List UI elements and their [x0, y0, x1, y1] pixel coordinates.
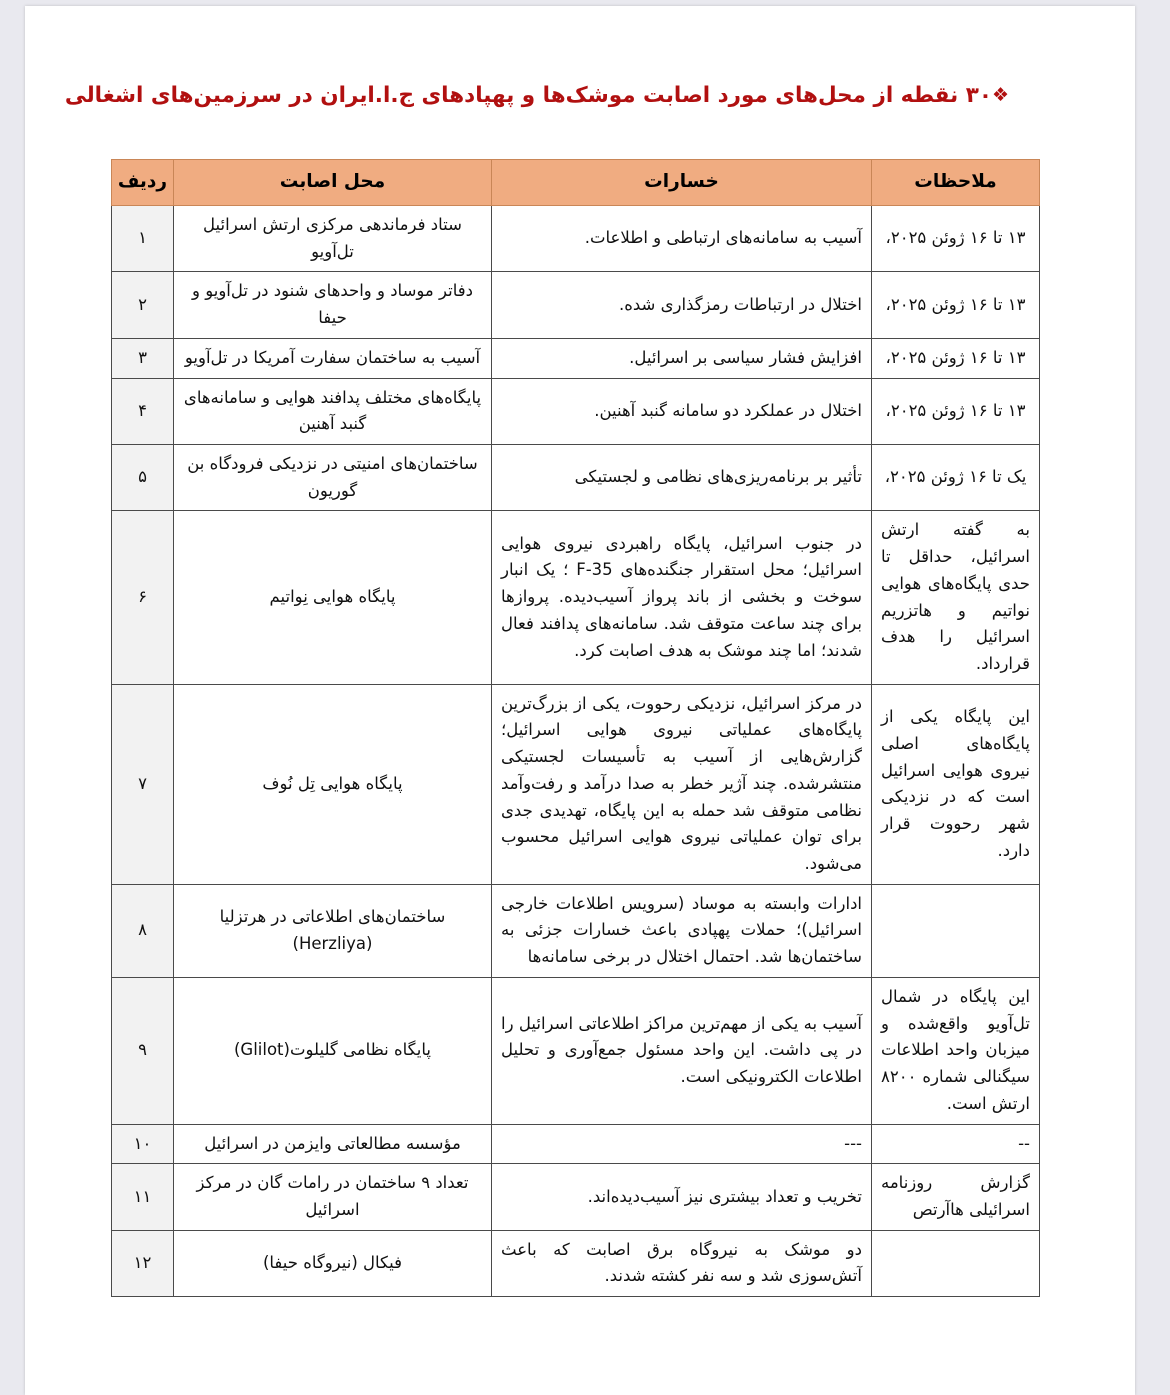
cell-molahezat: به گفته ارتش اسرائیل، حداقل تا حدی پایگاه‌های هوایی نواتیم و هاتزریم اسرائیل را هدف قرارداد.: [872, 511, 1040, 684]
cell-mahal-esabat: پایگاه هوایی تِل نُوف: [174, 684, 492, 884]
cell-mahal-esabat: مؤسسه مطالعاتی وایزمن در اسرائیل: [174, 1124, 492, 1164]
column-header-khesarat: خسارات: [492, 159, 872, 205]
column-header-molahezat: ملاحظات: [872, 159, 1040, 205]
cell-molahezat: ۱۳ تا ۱۶ ژوئن ۲۰۲۵،: [872, 378, 1040, 444]
cell-mahal-esabat: دفاتر موساد و واحدهای شنود در تل‌آویو و حیفا: [174, 272, 492, 338]
cell-mahal-esabat: ساختمان‌های امنیتی در نزدیکی فرودگاه بن گوریون: [174, 444, 492, 510]
table-row: [112, 1230, 1040, 1296]
column-header-radif: ردیف: [112, 159, 174, 205]
document-page: [25, 6, 1135, 1395]
table-row: [112, 684, 1040, 884]
cell-khesarat: آسیب به یکی از مهم‌ترین مراکز اطلاعاتی اسرائیل را در پی داشت. این واحد مسئول جمع‌آوری و تحلیل اطلاعات الکترونیکی است.: [492, 977, 872, 1124]
cell-mahal-esabat: ساختمان‌های اطلاعاتی در هرتزلیا (Herzliya): [174, 884, 492, 977]
cell-khesarat: آسیب به سامانه‌های ارتباطی و اطلاعات.: [492, 205, 872, 271]
cell-molahezat: ۱۳ تا ۱۶ ژوئن ۲۰۲۵،: [872, 205, 1040, 271]
cell-mahal-esabat: تعداد ۹ ساختمان در رامات گان در مرکز اسرائیل: [174, 1164, 492, 1230]
cell-khesarat: در جنوب اسرائیل، پایگاه راهبردی نیروی هوایی اسرائیل؛ محل استقرار جنگنده‌های F-35 ؛ یک انبار سوخت و بخشی از باند پرواز آسیب‌دیده. پروازها برای چند ساعت متوقف شد. سامانه‌های پدافند فعال شدند؛ اما چند موشک به هدف اصابت کرد.: [492, 511, 872, 684]
cell-radif: ۲: [112, 272, 174, 338]
cell-khesarat: ---: [492, 1124, 872, 1164]
cell-molahezat: [872, 1230, 1040, 1296]
cell-molahezat: گزارش روزنامه اسرائیلی هاآرتص: [872, 1164, 1040, 1230]
page-title: [25, 6, 1135, 110]
cell-radif: ۳: [112, 338, 174, 378]
table-row: [112, 1164, 1040, 1230]
cell-mahal-esabat: فیکال (نیروگاه حیفا): [174, 1230, 492, 1296]
cell-molahezat: [872, 884, 1040, 977]
cell-radif: ۶: [112, 511, 174, 684]
cell-khesarat: افزایش فشار سیاسی بر اسرائیل.: [492, 338, 872, 378]
cell-radif: ۵: [112, 444, 174, 510]
table-row: [112, 884, 1040, 977]
cell-radif: ۱۰: [112, 1124, 174, 1164]
column-header-mahal-esabat: محل اصابت: [174, 159, 492, 205]
cell-radif: ۱۲: [112, 1230, 174, 1296]
table-row: [112, 511, 1040, 684]
table-row: [112, 205, 1040, 271]
table-container: [25, 159, 1135, 1297]
cell-khesarat: اختلال در ارتباطات رمزگذاری شده.: [492, 272, 872, 338]
table-row: [112, 272, 1040, 338]
cell-molahezat: ۱۳ تا ۱۶ ژوئن ۲۰۲۵،: [872, 338, 1040, 378]
cell-mahal-esabat: ستاد فرماندهی مرکزی ارتش اسرائیل تل‌آویو: [174, 205, 492, 271]
table-row: [112, 378, 1040, 444]
cell-molahezat: ۱۳ تا ۱۶ ژوئن ۲۰۲۵،: [872, 272, 1040, 338]
cell-mahal-esabat: آسیب به ساختمان سفارت آمریکا در تل‌آویو: [174, 338, 492, 378]
cell-radif: ۷: [112, 684, 174, 884]
cell-mahal-esabat: پایگاه هوایی نِواتیم: [174, 511, 492, 684]
cell-khesarat: در مرکز اسرائیل، نزدیکی رحووت، یکی از بزرگ‌ترین پایگاه‌های عملیاتی نیروی هوایی اسرائیل؛ گزارش‌هایی از آسیب به تأسیسات لجستیکی منتشرشده. چند آژیر خطر به صدا درآمد و رفت‌وآمد نظامی متوقف شد حمله به این پایگاه، تهدیدی جدی برای توان عملیاتی نیروی هوایی اسرائیل محسوب می‌شود.: [492, 684, 872, 884]
cell-khesarat: دو موشک به نیروگاه برق اصابت که باعث آتش‌سوزی شد و سه نفر کشته شدند.: [492, 1230, 872, 1296]
cell-radif: ۴: [112, 378, 174, 444]
table-row: [112, 1124, 1040, 1164]
diamond-bullet-icon: ❖: [991, 84, 1009, 106]
cell-radif: ۱۱: [112, 1164, 174, 1230]
table-header-row: [112, 159, 1040, 205]
table-row: [112, 977, 1040, 1124]
cell-khesarat: ادارات وابسته به موساد (سرویس اطلاعات خارجی اسرائیل)؛ حملات پهپادی باعث خسارات جزئی به ساختمان‌ها شد. احتمال اختلال در برخی سامانه‌ها: [492, 884, 872, 977]
cell-molahezat: یک تا ۱۶ ژوئن ۲۰۲۵،: [872, 444, 1040, 510]
cell-molahezat: --: [872, 1124, 1040, 1164]
cell-khesarat: تخریب و تعداد بیشتری نیز آسیب‌دیده‌اند.: [492, 1164, 872, 1230]
cell-radif: ۸: [112, 884, 174, 977]
impact-locations-table: [111, 159, 1040, 1297]
cell-radif: ۱: [112, 205, 174, 271]
cell-khesarat: تأثیر بر برنامه‌ریزی‌های نظامی و لجستیکی: [492, 444, 872, 510]
table-row: [112, 338, 1040, 378]
cell-molahezat: این پایگاه در شمال تل‌آویو واقع‌شده و میزبان واحد اطلاعات سیگنالی شماره ۸۲۰۰ ارتش است.: [872, 977, 1040, 1124]
cell-molahezat: این پایگاه یکی از پایگاه‌های اصلی نیروی هوایی اسرائیل است که در نزدیکی شهر رحووت قرار دارد.: [872, 684, 1040, 884]
cell-mahal-esabat: پایگاه نظامی گلیلوت(Glilot): [174, 977, 492, 1124]
page-title-text: ۳۰ نقطه از محل‌های مورد اصابت موشک‌ها و پهپادهای ج.ا.ایران در سرزمین‌های اشغالی: [64, 83, 992, 108]
table-row: [112, 444, 1040, 510]
cell-khesarat: اختلال در عملکرد دو سامانه گنبد آهنین.: [492, 378, 872, 444]
cell-radif: ۹: [112, 977, 174, 1124]
table-body: [112, 205, 1040, 1296]
cell-mahal-esabat: پایگاه‌های مختلف پدافند هوایی و سامانه‌های گنبد آهنین: [174, 378, 492, 444]
table-header: [112, 159, 1040, 205]
